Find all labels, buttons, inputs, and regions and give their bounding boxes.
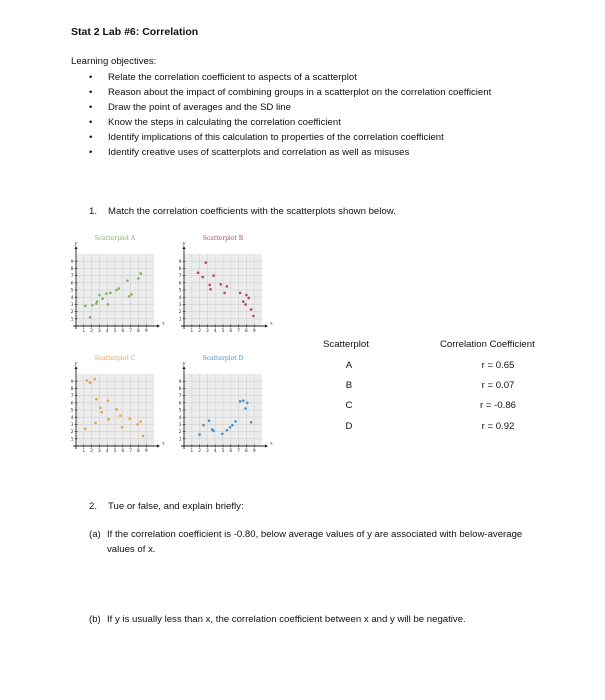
x-tick-label: 4 — [213, 449, 217, 454]
y-tick-label: 4 — [178, 415, 182, 421]
scatterplot-a-svg — [64, 232, 164, 345]
data-point — [137, 277, 140, 280]
data-point — [242, 300, 245, 303]
data-point — [245, 294, 248, 297]
x-tick-label: 8 — [136, 329, 140, 334]
data-point — [89, 316, 92, 319]
x-tick-label: 3 — [205, 449, 209, 454]
data-point — [101, 297, 104, 300]
data-point — [244, 303, 247, 306]
data-point — [219, 283, 222, 286]
y-tick-label: 8 — [178, 387, 182, 392]
data-point — [98, 294, 101, 297]
x-tick-label: 1 — [82, 449, 86, 454]
x-axis-label: x — [270, 320, 273, 327]
table-cell-coef: r = 0.07 — [481, 380, 515, 391]
y-tick-label: 4 — [178, 295, 182, 301]
data-point — [142, 435, 145, 438]
x-tick-label: 5 — [113, 449, 117, 454]
x-tick-label: 2 — [198, 329, 202, 334]
data-point — [223, 292, 226, 295]
data-point — [89, 381, 92, 384]
part-text: If y is usually less than x, the correlation coefficient between x and y will be negative. — [107, 614, 466, 625]
data-point — [246, 402, 249, 405]
part-label: (b) — [89, 614, 101, 625]
data-point — [198, 433, 201, 436]
x-tick-label: 8 — [244, 329, 248, 334]
data-point — [252, 315, 255, 318]
y-tick-label: 9 — [178, 379, 182, 385]
objective-item: • Identify implications of this calculation to properties of the correlation coefficient — [89, 132, 444, 143]
question-2 — [89, 501, 244, 512]
data-point — [100, 411, 103, 414]
data-point — [201, 276, 204, 279]
data-point — [105, 292, 108, 295]
scatterplot-d-svg — [172, 352, 272, 465]
y-tick-label: 7 — [178, 394, 182, 400]
x-tick-label: 3 — [97, 329, 101, 334]
y-tick-label: 2 — [70, 310, 74, 316]
data-point — [95, 398, 98, 401]
y-tick-label: 9 — [70, 379, 74, 385]
table-cell-plot: D — [345, 421, 353, 432]
data-point — [119, 414, 122, 417]
data-point — [205, 261, 208, 264]
y-tick-label: 5 — [178, 408, 182, 414]
x-tick-label: 4 — [105, 329, 109, 334]
objective-item: • Relate the correlation coefficient to aspects of a scatterplot — [89, 72, 357, 83]
x-tick-label: 9 — [252, 449, 256, 454]
y-tick-label: 2 — [178, 310, 182, 316]
y-axis-label: y — [182, 360, 186, 367]
y-tick-label: 7 — [178, 274, 182, 280]
chart-title: Scatterplot A — [94, 235, 136, 242]
question-2b — [89, 614, 549, 625]
page-title: Stat 2 Lab #6: Correlation — [71, 26, 199, 38]
data-point — [226, 285, 229, 288]
data-point — [226, 429, 229, 432]
data-point — [244, 407, 247, 410]
data-point — [115, 408, 118, 411]
scatterplot-column-header: Scatterplot — [323, 339, 369, 350]
bullet-icon: • — [89, 147, 93, 158]
y-tick-label: 5 — [70, 408, 74, 414]
question-text: Tue or false, and explain briefly: — [108, 501, 244, 512]
objective-item: • Know the steps in calculating the correlation coefficient — [89, 117, 341, 128]
data-point — [129, 417, 132, 420]
table-cell-coef: r = 0.65 — [481, 360, 515, 371]
scatterplot-a — [64, 232, 164, 345]
question-number: 2. — [89, 501, 98, 512]
data-point — [250, 421, 253, 424]
question-1 — [89, 206, 396, 217]
data-point — [84, 427, 87, 430]
data-point — [86, 379, 89, 382]
x-tick-label: 2 — [90, 329, 94, 334]
data-point — [128, 295, 131, 298]
data-point — [231, 424, 234, 427]
x-axis-label: x — [270, 440, 273, 447]
data-point — [94, 422, 97, 425]
y-tick-label: 8 — [70, 267, 74, 272]
x-tick-label: 6 — [229, 449, 233, 454]
x-tick-label: 7 — [129, 449, 133, 454]
y-tick-label: 6 — [70, 281, 74, 287]
data-point — [130, 293, 133, 296]
data-point — [121, 426, 124, 429]
bullet-icon: • — [89, 87, 93, 98]
x-tick-label: 6 — [121, 329, 125, 334]
data-point — [115, 289, 118, 292]
y-tick-label: 5 — [178, 288, 182, 294]
y-tick-label: 8 — [70, 387, 74, 392]
question-text: Match the correlation coefficients with the scatterplots shown below. — [108, 206, 396, 217]
y-tick-label: 9 — [178, 259, 182, 265]
x-tick-label: 1 — [82, 329, 86, 334]
y-tick-label: 3 — [70, 303, 74, 308]
x-tick-label: 6 — [121, 449, 125, 454]
y-tick-label: 4 — [70, 295, 74, 301]
data-point — [99, 407, 102, 410]
table-cell-plot: A — [345, 360, 353, 371]
bullet-icon: • — [89, 72, 93, 83]
data-point — [118, 287, 121, 290]
x-axis-label: x — [162, 320, 165, 327]
y-tick-label: 2 — [70, 430, 74, 436]
y-tick-label: 5 — [70, 288, 74, 294]
x-axis-label: x — [162, 440, 165, 447]
chart-title: Scatterplot D — [202, 355, 244, 362]
x-axis-arrow — [265, 444, 268, 447]
data-point — [107, 303, 110, 306]
objective-item: • Reason about the impact of combining groups in a scatterplot on the correlation coefficient — [89, 87, 492, 98]
y-tick-label: 3 — [70, 423, 74, 428]
y-axis-label: y — [74, 240, 78, 247]
x-axis-arrow — [157, 444, 160, 447]
x-tick-label: 3 — [97, 449, 101, 454]
data-point — [247, 297, 250, 300]
data-point — [139, 420, 142, 423]
y-tick-label: 1 — [70, 437, 74, 443]
y-tick-label: 7 — [70, 274, 74, 280]
x-tick-label: 7 — [237, 449, 241, 454]
data-point — [202, 424, 205, 427]
part-label: (a) — [89, 529, 101, 540]
y-tick-label: 6 — [70, 401, 74, 407]
x-tick-label: 4 — [213, 329, 217, 334]
question-2a — [89, 527, 529, 557]
data-point — [250, 308, 253, 311]
scatterplot-c — [64, 352, 164, 465]
data-point — [239, 292, 242, 295]
x-tick-label: 8 — [136, 449, 140, 454]
data-point — [126, 279, 129, 282]
y-tick-label: 6 — [178, 281, 182, 287]
data-point — [212, 430, 215, 433]
learning-objectives-heading: Learning objectives: — [71, 56, 157, 67]
data-point — [96, 300, 99, 303]
table-cell-plot: C — [345, 400, 353, 411]
y-tick-label: 3 — [178, 303, 182, 308]
table-cell-coef: r = -0.86 — [480, 400, 516, 411]
x-tick-label: 9 — [144, 329, 148, 334]
data-point — [208, 284, 211, 287]
y-tick-label: 6 — [178, 401, 182, 407]
x-axis-arrow — [265, 324, 268, 327]
x-tick-label: 9 — [252, 329, 256, 334]
x-axis-arrow — [157, 324, 160, 327]
data-point — [239, 400, 242, 403]
data-point — [93, 378, 96, 381]
table-cell-coef: r = 0.92 — [481, 421, 515, 432]
table-cell-plot: B — [345, 380, 353, 391]
data-point — [107, 399, 110, 402]
y-tick-label: 1 — [178, 437, 182, 443]
y-tick-label: 7 — [70, 394, 74, 400]
x-tick-label: 9 — [144, 449, 148, 454]
scatterplot-c-svg — [64, 352, 164, 465]
chart-title: Scatterplot C — [94, 355, 136, 362]
data-point — [212, 274, 215, 277]
y-tick-label: 1 — [70, 317, 74, 323]
data-point — [197, 271, 200, 274]
data-point — [136, 423, 139, 426]
data-point — [139, 272, 142, 275]
data-point — [107, 418, 110, 421]
x-tick-label: 1 — [190, 329, 194, 334]
coefficient-column-header: Correlation Coefficient — [440, 339, 535, 350]
data-point — [91, 304, 94, 307]
x-tick-label: 3 — [205, 329, 209, 334]
data-point — [209, 288, 212, 291]
y-tick-label: 2 — [178, 430, 182, 436]
bullet-icon: • — [89, 102, 93, 113]
x-tick-label: 4 — [105, 449, 109, 454]
question-number: 1. — [89, 206, 98, 217]
y-axis-label: y — [74, 360, 78, 367]
x-tick-label: 2 — [198, 449, 202, 454]
data-point — [109, 292, 112, 295]
bullet-icon: • — [89, 132, 93, 143]
x-tick-label: 7 — [237, 329, 241, 334]
scatterplot-b — [172, 232, 272, 345]
objective-item: • Draw the point of averages and the SD line — [89, 102, 291, 113]
data-point — [84, 305, 87, 308]
x-tick-label: 6 — [229, 329, 233, 334]
y-axis-label: y — [182, 240, 186, 247]
x-tick-label: 5 — [221, 449, 225, 454]
scatterplot-d — [172, 352, 272, 465]
x-tick-label: 8 — [244, 449, 248, 454]
data-point — [221, 432, 224, 435]
data-point — [242, 399, 245, 402]
x-tick-label: 5 — [113, 329, 117, 334]
y-tick-label: 9 — [70, 259, 74, 265]
objective-item: • Identify creative uses of scatterplots and correlation as well as misuses — [89, 147, 410, 158]
y-tick-label: 8 — [178, 267, 182, 272]
part-text: If the correlation coefficient is -0.80, below average values of y are associated with below-average values of x. — [107, 529, 523, 555]
data-point — [229, 426, 232, 429]
scatterplot-b-svg — [172, 232, 272, 345]
x-tick-label: 1 — [190, 449, 194, 454]
data-point — [208, 420, 211, 423]
x-tick-label: 2 — [90, 449, 94, 454]
y-tick-label: 3 — [178, 423, 182, 428]
bullet-icon: • — [89, 117, 93, 128]
x-tick-label: 7 — [129, 329, 133, 334]
learning-objectives-list — [89, 70, 529, 160]
y-tick-label: 4 — [70, 415, 74, 421]
data-point — [234, 420, 237, 423]
x-tick-label: 5 — [221, 329, 225, 334]
chart-title: Scatterplot B — [202, 235, 244, 242]
y-tick-label: 1 — [178, 317, 182, 323]
